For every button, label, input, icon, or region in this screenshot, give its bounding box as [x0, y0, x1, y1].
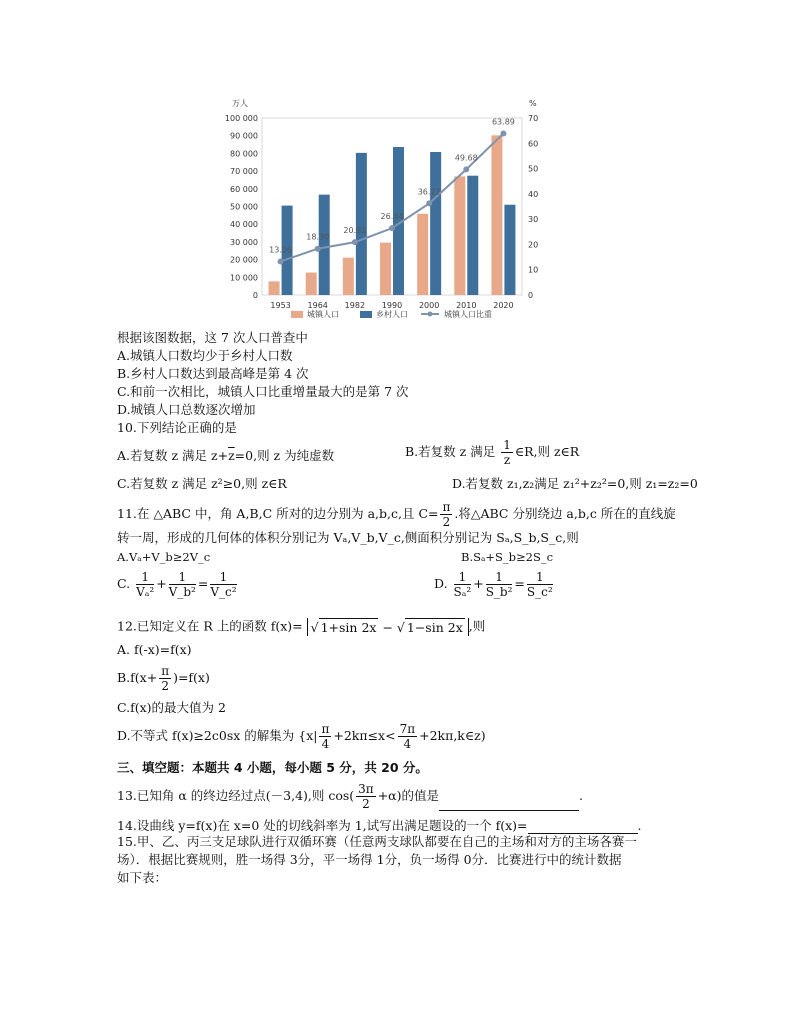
q13-answer-blank[interactable]	[439, 798, 579, 811]
q15-line-3: 如下表：	[117, 870, 168, 885]
right-tick-label: 40	[528, 189, 539, 199]
left-tick-label: 60 000	[230, 184, 258, 194]
q11-c-vc: V_c²	[210, 585, 237, 599]
left-axis-unit: 万人	[232, 99, 248, 108]
q12-abs: √ 1+sin 2x − √ 1−sin 2x	[307, 618, 469, 636]
right-tick-label: 20	[528, 240, 539, 250]
q12-d-den-2: 4	[403, 737, 412, 751]
q11-den: 2	[442, 515, 451, 529]
q12-b-den: 2	[161, 679, 169, 693]
q12-b-num: π	[161, 664, 170, 678]
legend-label-ratio: 城镇人口比重	[444, 310, 492, 319]
ratio-data-label: 18.30	[306, 232, 330, 242]
ratio-data-label: 26.44	[380, 212, 404, 222]
bar-urban	[491, 135, 502, 295]
ratio-data-label: 49.68	[454, 153, 478, 163]
q10-b-den: z	[503, 453, 511, 467]
ratio-point	[500, 130, 506, 136]
q12-b-post: )=f(x)	[173, 670, 210, 685]
q11-option-a: A.Vₐ+V_b≥2V_c	[117, 550, 211, 564]
x-tick-label: 1982	[344, 301, 366, 310]
q10-option-c: C.若复数 z 满足 z²≥0,则 z∈R	[117, 476, 287, 491]
q11-pre: 11.在 △ABC 中，角 A,B,C 所对的边分别为 a,b,c,且 C=	[117, 506, 439, 521]
right-tick-label: 50	[528, 164, 539, 174]
q13-den: 2	[362, 797, 370, 811]
ratio-point	[278, 258, 284, 264]
right-tick-label: 30	[528, 215, 539, 225]
q11-line-2: 转一周，形成的几何体的体积分别记为 Vₐ,V_b,V_c,侧面积分别记为 Sₐ,S_b,S_c,则	[117, 530, 579, 545]
q10-a-conjugate: $\overline{z}$	[228, 448, 235, 463]
bar-urban	[380, 243, 391, 295]
q11-option-d: D. $\frac{1}{\text{Sₐ²}}$ + $\frac{1}{\text{S\_b²}}$ = $\frac{1}{\text{S\_c²}}$	[434, 570, 553, 599]
bar-rural	[430, 152, 441, 295]
q14-text: 14.设曲线 y=f(x)在 x=0 处的切线斜率为 1,试写出满足题设的一个 f(x)=	[117, 818, 528, 833]
q9-option-a: A.城镇人口数均少于乡村人口数	[117, 348, 293, 363]
q9-option-b: B.乡村人口数达到最高峰是第 4 次	[117, 366, 309, 381]
q14-answer-blank[interactable]	[528, 821, 638, 834]
q13	[117, 782, 583, 811]
x-tick-label: 1990	[381, 301, 403, 310]
q10-b-post: ∈R,则 z∈R	[514, 444, 580, 459]
q12-d-mid: +2kπ≤x<	[333, 728, 396, 743]
ratio-data-label: 13.26	[269, 245, 293, 255]
q11-c-one-3: 1	[210, 570, 236, 585]
q14-end: .	[637, 818, 642, 833]
q15-line-2: 场）．根据比赛规则，胜一场得 3分，平一场得 1分，负一场得 0分．比赛进行中的统计数据	[117, 852, 622, 867]
bar-rural	[467, 176, 478, 295]
q12-d-den-1: 4	[321, 737, 330, 751]
q12-d-num-2: 7π	[399, 722, 416, 736]
q10-a-post: =0,则 z 为纯虚数	[234, 448, 335, 463]
x-tick-label: 2020	[493, 301, 514, 310]
ratio-point	[389, 225, 395, 231]
q9-stem: 根据该图数据，这 7 次人口普查中	[117, 330, 308, 345]
legend-marker-ratio	[428, 312, 433, 317]
ratio-point	[463, 166, 469, 172]
legend-swatch-rural	[360, 311, 372, 318]
q12-stem	[117, 618, 485, 636]
plot-area	[262, 118, 522, 295]
right-tick-label: 60	[528, 139, 539, 149]
q11-num: π	[442, 500, 451, 514]
left-tick-label: 20 000	[230, 255, 258, 265]
left-tick-label: 90 000	[230, 131, 258, 141]
bar-urban	[269, 281, 280, 295]
bar-rural	[504, 205, 515, 295]
x-axis-ticks	[270, 301, 513, 310]
ratio-data-label: 20.91	[343, 226, 367, 236]
q9-option-c: C.和前一次相比，城镇人口比重增量最大的是第 7 次	[117, 384, 409, 399]
q11-d-sb: S_b²	[485, 585, 513, 599]
q10-b-pre: B.若复数 z 满足	[405, 444, 496, 459]
x-tick-label: 1953	[270, 301, 291, 310]
left-tick-label: 30 000	[230, 237, 258, 247]
bar-urban	[343, 258, 354, 295]
q12-sqrt-1: 1+sin 2x	[320, 620, 377, 635]
q12-d-post: +2kπ,k∈z)	[419, 728, 486, 743]
left-tick-label: 0	[252, 291, 258, 300]
q13-pre: 13.已知角 α 的终边经过点(－3,4),则 cos(	[117, 788, 355, 803]
q10-b-num: 1	[503, 438, 511, 452]
q11-option-c: C. $\frac{1}{\text{Vₐ²}}$ + $\frac{1}{\text{V\_b²}}$ = $\frac{1}{\text{V\_c²}}$	[117, 570, 237, 599]
right-tick-label: 10	[528, 265, 539, 275]
q10-option-b	[405, 438, 579, 467]
bar-rural	[319, 195, 330, 295]
q12-option-d	[117, 722, 486, 751]
plot-frame	[262, 118, 522, 295]
q12-minus: −	[382, 620, 393, 635]
q11-d-sc: S_c²	[526, 585, 553, 599]
q11-c-va: Vₐ²	[136, 585, 155, 599]
q13-num: 3π	[358, 782, 374, 796]
right-axis-unit: %	[529, 99, 537, 108]
bar-urban	[417, 214, 428, 295]
q11-d-one-3: 1	[527, 570, 553, 585]
q10-stem: 10.下列结论正确的是	[117, 420, 237, 435]
q12-d-num-1: π	[321, 722, 330, 736]
q10-option-a	[117, 448, 334, 464]
section-3-heading: 三、填空题：本题共 4 小题，每小题 5 分，共 20 分。	[117, 760, 428, 775]
left-tick-label: 100 000	[224, 114, 258, 123]
left-tick-label: 40 000	[230, 220, 258, 230]
q11-fraction	[440, 500, 452, 529]
q11-c-one-1: 1	[136, 570, 154, 585]
q14	[117, 818, 642, 834]
bar-rural	[356, 153, 367, 295]
q10-a-pre: A.若复数 z 满足 z+	[117, 448, 229, 463]
q12-option-a: A. f(-x)=f(x)	[117, 642, 192, 657]
x-tick-label: 1964	[307, 301, 328, 310]
ratio-point	[315, 246, 321, 252]
left-tick-label: 10 000	[230, 273, 258, 283]
bar-urban	[454, 176, 465, 295]
left-tick-label: 80 000	[230, 149, 258, 159]
q12-stem-post: ,则	[468, 618, 486, 634]
q11-d-one-2: 1	[486, 570, 513, 585]
q11-post: .将△ABC 分别绕边 a,b,c 所在的直线旋	[454, 506, 676, 521]
q11-d-one-1: 1	[454, 570, 472, 585]
q11-d-label: D.	[434, 576, 448, 591]
q11-c-label: C.	[117, 576, 131, 591]
bar-urban	[306, 273, 317, 295]
q13-post: +α)的值是	[377, 788, 439, 803]
ratio-point	[426, 200, 432, 206]
x-tick-label: 2010	[456, 301, 477, 310]
legend-label-rural: 乡村人口	[376, 310, 408, 319]
q12-option-c: C.f(x)的最大值为 2	[117, 700, 226, 715]
left-tick-label: 70 000	[230, 167, 258, 177]
left-tick-label: 50 000	[230, 202, 258, 212]
legend	[291, 309, 492, 319]
q12-sqrt-2: 1−sin 2x	[406, 620, 463, 635]
q11-c-vb: V_b²	[168, 585, 196, 599]
q11-d-sa: Sₐ²	[453, 585, 472, 599]
q9-option-d: D.城镇人口总数逐次增加	[117, 402, 256, 417]
x-tick-label: 2000	[418, 301, 440, 310]
q11-c-one-2: 1	[169, 570, 196, 585]
right-tick-label: 70	[528, 114, 539, 123]
legend-label-urban: 城镇人口	[307, 310, 339, 319]
q11-option-b: B.Sₐ+S_b≥2S_c	[461, 550, 554, 564]
q12-b-pre: B.f(x+	[117, 670, 158, 685]
ratio-data-label: 63.89	[491, 117, 515, 127]
q15-line-1: 15.甲、乙、丙三支足球队进行双循环赛（任意两支球队都要在自己的主场和对方的主场各赛一	[117, 834, 637, 849]
right-axis-ticks	[528, 114, 538, 300]
q12-stem-pre: 12.已知定义在 R 上的函数 f(x)=	[117, 618, 303, 634]
q12-d-pre: D.不等式 f(x)≥2c0sx 的解集为 {x|	[117, 728, 318, 743]
legend-swatch-urban	[291, 311, 303, 318]
q12-option-b	[117, 664, 210, 693]
ratio-point	[352, 239, 358, 245]
q13-end: .	[579, 788, 583, 803]
q10-option-d: D.若复数 z₁,z₂满足 z₁²+z₂²=0,则 z₁=z₂=0	[452, 476, 698, 491]
right-tick-label: 0	[528, 291, 534, 300]
q11-line-1	[117, 500, 676, 529]
ratio-data-label: 36.22	[417, 187, 441, 197]
left-axis-ticks	[225, 114, 258, 300]
population-chart	[0, 0, 794, 330]
q10-b-fraction	[501, 438, 513, 467]
